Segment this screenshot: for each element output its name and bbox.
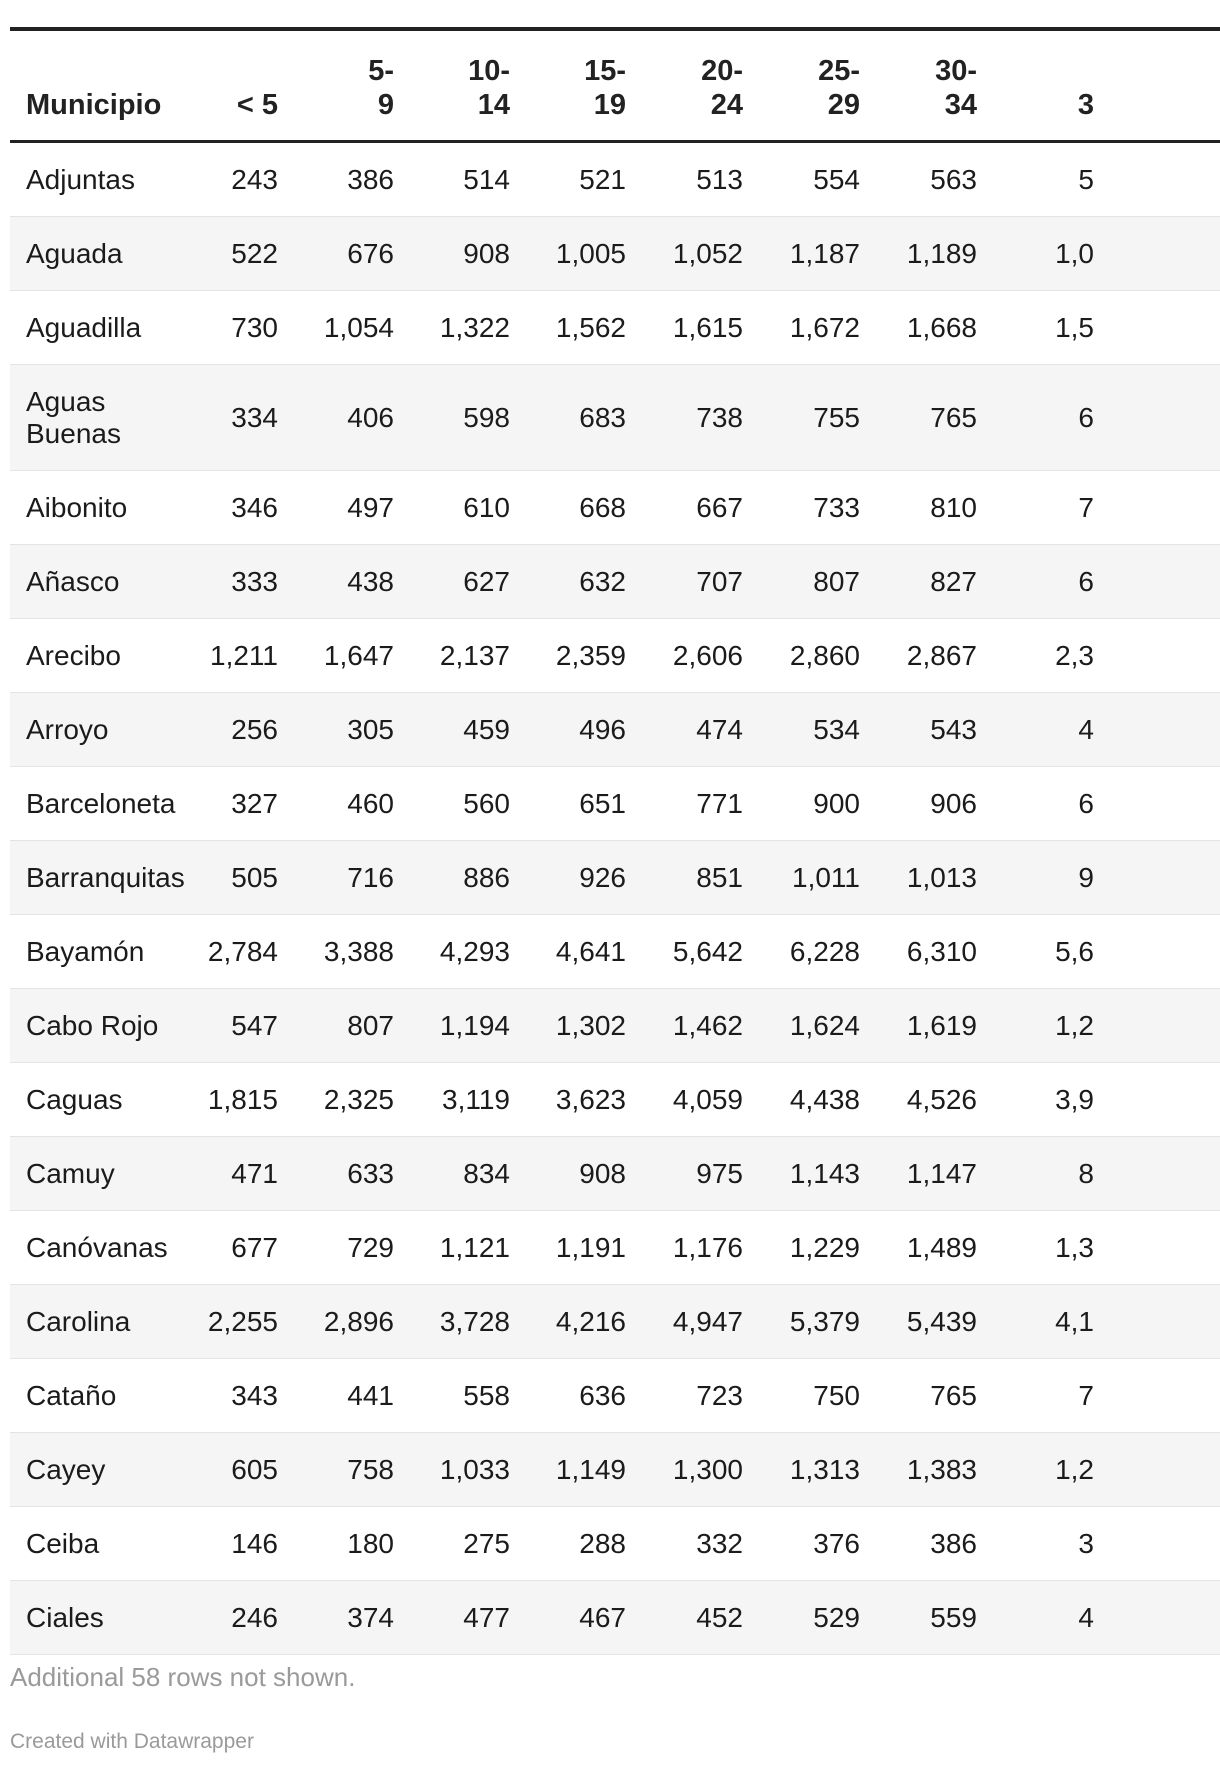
row-value-cell: 677 — [231, 1231, 278, 1263]
table-header-row — [10, 31, 1220, 143]
row-value-cell: 3,119 — [442, 1083, 510, 1115]
row-value-cell: 288 — [579, 1527, 626, 1559]
row-value-cell: 554 — [813, 163, 860, 195]
row-value-cell: 1,121 — [439, 1231, 510, 1263]
row-value-cell: 5,6 — [1055, 935, 1094, 967]
row-value-cell: 2,867 — [906, 639, 977, 671]
row-value-cell: 438 — [347, 565, 394, 597]
table-row — [10, 365, 1220, 471]
row-value-cell: 707 — [696, 565, 743, 597]
column-header-3[interactable]: 10- 14 — [468, 55, 510, 121]
row-value-cell: 1,033 — [439, 1453, 510, 1485]
table-row — [10, 1285, 1220, 1359]
column-header-6[interactable]: 25- 29 — [818, 55, 860, 121]
row-value-cell: 547 — [231, 1009, 278, 1041]
row-value-cell: 1,672 — [789, 311, 860, 343]
row-value-cell: 2,896 — [323, 1305, 394, 1337]
row-value-cell: 4,059 — [672, 1083, 743, 1115]
row-value-cell: 851 — [696, 861, 743, 893]
row-value-cell: 1,462 — [672, 1009, 743, 1041]
row-value-cell: 1,624 — [789, 1009, 860, 1041]
row-value-cell: 3,388 — [323, 935, 394, 967]
row-value-cell: 7 — [1078, 1379, 1094, 1411]
row-value-cell: 460 — [347, 787, 394, 819]
table-row — [10, 1581, 1220, 1655]
row-municipio-cell: Cayey — [26, 1453, 106, 1485]
row-value-cell: 9 — [1078, 861, 1094, 893]
row-municipio-cell: Caguas — [26, 1083, 123, 1115]
row-value-cell: 180 — [347, 1527, 394, 1559]
row-value-cell: 807 — [347, 1009, 394, 1041]
row-value-cell: 376 — [813, 1527, 860, 1559]
row-municipio-cell: Cabo Rojo — [26, 1009, 159, 1041]
column-header-0[interactable]: Municipio — [26, 89, 162, 121]
row-value-cell: 716 — [347, 861, 394, 893]
table-row — [10, 1211, 1220, 1285]
row-value-cell: 1,052 — [672, 237, 743, 269]
row-value-cell: 334 — [231, 401, 278, 433]
row-value-cell: 146 — [231, 1527, 278, 1559]
row-value-cell: 900 — [813, 787, 860, 819]
table-row — [10, 841, 1220, 915]
row-municipio-cell: Carolina — [26, 1305, 131, 1337]
table-row — [10, 217, 1220, 291]
row-value-cell: 332 — [696, 1527, 743, 1559]
table-row — [10, 915, 1220, 989]
row-value-cell: 327 — [231, 787, 278, 819]
table-row — [10, 693, 1220, 767]
row-value-cell: 676 — [347, 237, 394, 269]
row-value-cell: 730 — [231, 311, 278, 343]
row-municipio-cell: Canóvanas — [26, 1231, 168, 1263]
row-value-cell: 256 — [231, 713, 278, 745]
row-value-cell: 1,383 — [906, 1453, 977, 1485]
row-value-cell: 275 — [463, 1527, 510, 1559]
row-municipio-cell: Bayamón — [26, 935, 145, 967]
row-value-cell: 771 — [696, 787, 743, 819]
table-row — [10, 143, 1220, 217]
column-header-7[interactable]: 30- 34 — [935, 55, 977, 121]
row-value-cell: 605 — [231, 1453, 278, 1485]
row-value-cell: 559 — [930, 1601, 977, 1633]
row-value-cell: 7 — [1078, 491, 1094, 523]
row-value-cell: 827 — [930, 565, 977, 597]
row-value-cell: 610 — [463, 491, 510, 523]
row-municipio-cell: Aguada — [26, 237, 123, 269]
row-value-cell: 1,647 — [323, 639, 394, 671]
row-municipio-cell: Ceiba — [26, 1527, 100, 1559]
row-value-cell: 765 — [930, 1379, 977, 1411]
row-value-cell: 1,054 — [323, 311, 394, 343]
row-value-cell: 1,149 — [555, 1453, 626, 1485]
row-value-cell: 651 — [579, 787, 626, 819]
row-value-cell: 1,013 — [906, 861, 977, 893]
row-value-cell: 3 — [1078, 1527, 1094, 1559]
row-value-cell: 4,1 — [1055, 1305, 1094, 1337]
row-value-cell: 2,784 — [207, 935, 278, 967]
row-value-cell: 4 — [1078, 713, 1094, 745]
row-value-cell: 497 — [347, 491, 394, 523]
table-row — [10, 291, 1220, 365]
row-value-cell: 886 — [463, 861, 510, 893]
row-value-cell: 1,191 — [555, 1231, 626, 1263]
row-value-cell: 558 — [463, 1379, 510, 1411]
row-value-cell: 474 — [696, 713, 743, 745]
datawrapper-credit[interactable]: Created with Datawrapper — [10, 1730, 254, 1753]
row-value-cell: 534 — [813, 713, 860, 745]
row-value-cell: 1,187 — [789, 237, 860, 269]
row-value-cell: 632 — [579, 565, 626, 597]
row-value-cell: 246 — [231, 1601, 278, 1633]
row-value-cell: 758 — [347, 1453, 394, 1485]
row-value-cell: 3,9 — [1055, 1083, 1094, 1115]
row-value-cell: 1,489 — [906, 1231, 977, 1263]
table-row — [10, 1433, 1220, 1507]
row-value-cell: 2,255 — [207, 1305, 278, 1337]
row-value-cell: 4,293 — [439, 935, 510, 967]
column-header-4[interactable]: 15- 19 — [584, 55, 626, 121]
row-value-cell: 926 — [579, 861, 626, 893]
row-municipio-cell: Adjuntas — [26, 163, 135, 195]
table-row — [10, 1137, 1220, 1211]
column-header-5[interactable]: 20- 24 — [701, 55, 743, 121]
row-value-cell: 1,211 — [210, 639, 278, 671]
row-value-cell: 514 — [463, 163, 510, 195]
row-value-cell: 636 — [579, 1379, 626, 1411]
row-value-cell: 750 — [813, 1379, 860, 1411]
row-value-cell: 513 — [696, 163, 743, 195]
row-value-cell: 1,302 — [555, 1009, 626, 1041]
table-body — [10, 143, 1220, 1655]
row-value-cell: 598 — [463, 401, 510, 433]
row-value-cell: 1,5 — [1055, 311, 1094, 343]
row-value-cell: 374 — [347, 1601, 394, 1633]
row-value-cell: 543 — [930, 713, 977, 745]
row-value-cell: 4,438 — [789, 1083, 860, 1115]
row-value-cell: 755 — [813, 401, 860, 433]
row-value-cell: 1,615 — [672, 311, 743, 343]
row-value-cell: 975 — [696, 1157, 743, 1189]
row-value-cell: 4,641 — [555, 935, 626, 967]
row-value-cell: 6,228 — [789, 935, 860, 967]
row-value-cell: 471 — [231, 1157, 278, 1189]
row-value-cell: 333 — [231, 565, 278, 597]
row-value-cell: 406 — [347, 401, 394, 433]
row-value-cell: 4,216 — [555, 1305, 626, 1337]
row-value-cell: 683 — [579, 401, 626, 433]
table-row — [10, 471, 1220, 545]
column-header-1[interactable]: < 5 — [236, 89, 278, 121]
row-value-cell: 4,947 — [672, 1305, 743, 1337]
row-value-cell: 452 — [696, 1601, 743, 1633]
row-value-cell: 477 — [463, 1601, 510, 1633]
row-value-cell: 729 — [347, 1231, 394, 1263]
row-value-cell: 3,623 — [555, 1083, 626, 1115]
row-value-cell: 505 — [231, 861, 278, 893]
row-value-cell: 1,668 — [906, 311, 977, 343]
row-value-cell: 386 — [347, 163, 394, 195]
row-municipio-cell: Barceloneta — [26, 787, 176, 819]
row-value-cell: 496 — [579, 713, 626, 745]
row-value-cell: 6 — [1078, 787, 1094, 819]
row-value-cell: 3,728 — [439, 1305, 510, 1337]
row-municipio-cell: Barranquitas — [26, 861, 185, 893]
table-row — [10, 1063, 1220, 1137]
row-value-cell: 1,011 — [792, 861, 860, 893]
row-municipio-cell: Arecibo — [26, 639, 121, 671]
row-value-cell: 467 — [579, 1601, 626, 1633]
row-value-cell: 834 — [463, 1157, 510, 1189]
row-value-cell: 1,300 — [672, 1453, 743, 1485]
row-value-cell: 5,379 — [789, 1305, 860, 1337]
row-municipio-cell: Aguas Buenas — [26, 385, 121, 449]
row-value-cell: 1,176 — [672, 1231, 743, 1263]
row-value-cell: 1,147 — [906, 1157, 977, 1189]
row-value-cell: 441 — [347, 1379, 394, 1411]
row-value-cell: 1,194 — [439, 1009, 510, 1041]
row-municipio-cell: Arroyo — [26, 713, 109, 745]
row-value-cell: 305 — [347, 713, 394, 745]
row-value-cell: 807 — [813, 565, 860, 597]
row-value-cell: 2,137 — [439, 639, 510, 671]
row-value-cell: 627 — [463, 565, 510, 597]
row-municipio-cell: Aibonito — [26, 491, 128, 523]
row-value-cell: 1,3 — [1055, 1231, 1094, 1263]
row-value-cell: 8 — [1078, 1157, 1094, 1189]
row-municipio-cell: Ciales — [26, 1601, 104, 1633]
row-value-cell: 2,860 — [789, 639, 860, 671]
row-value-cell: 6 — [1078, 565, 1094, 597]
row-value-cell: 459 — [463, 713, 510, 745]
row-value-cell: 633 — [347, 1157, 394, 1189]
table-row — [10, 545, 1220, 619]
row-value-cell: 2,606 — [672, 639, 743, 671]
row-value-cell: 563 — [930, 163, 977, 195]
row-value-cell: 1,229 — [789, 1231, 860, 1263]
row-value-cell: 529 — [813, 1601, 860, 1633]
row-value-cell: 908 — [579, 1157, 626, 1189]
row-value-cell: 6,310 — [906, 935, 977, 967]
row-value-cell: 733 — [813, 491, 860, 523]
data-table — [10, 27, 1220, 1655]
row-value-cell: 810 — [930, 491, 977, 523]
row-value-cell: 906 — [930, 787, 977, 819]
row-value-cell: 6 — [1078, 401, 1094, 433]
row-value-cell: 1,2 — [1055, 1009, 1094, 1041]
row-value-cell: 1,815 — [207, 1083, 278, 1115]
row-value-cell: 560 — [463, 787, 510, 819]
row-value-cell: 1,143 — [789, 1157, 860, 1189]
table-row — [10, 989, 1220, 1063]
row-value-cell: 1,189 — [906, 237, 977, 269]
table-notes: Additional 58 rows not shown. — [10, 1662, 356, 1692]
table-row — [10, 767, 1220, 841]
row-municipio-cell: Añasco — [26, 565, 120, 597]
table-row — [10, 1359, 1220, 1433]
row-value-cell: 346 — [231, 491, 278, 523]
row-value-cell: 1,2 — [1055, 1453, 1094, 1485]
row-value-cell: 4,526 — [906, 1083, 977, 1115]
row-value-cell: 5,439 — [906, 1305, 977, 1337]
row-value-cell: 1,0 — [1055, 237, 1094, 269]
row-value-cell: 2,3 — [1055, 639, 1094, 671]
table-row — [10, 1507, 1220, 1581]
row-value-cell: 1,313 — [789, 1453, 860, 1485]
row-value-cell: 521 — [579, 163, 626, 195]
row-municipio-cell: Cataño — [26, 1379, 117, 1411]
row-value-cell: 723 — [696, 1379, 743, 1411]
row-municipio-cell: Camuy — [26, 1157, 115, 1189]
row-value-cell: 2,325 — [323, 1083, 394, 1115]
column-header-8[interactable]: 3 — [1077, 89, 1094, 121]
row-value-cell: 1,005 — [555, 237, 626, 269]
row-value-cell: 668 — [579, 491, 626, 523]
row-value-cell: 2,359 — [555, 639, 626, 671]
row-value-cell: 667 — [696, 491, 743, 523]
row-value-cell: 343 — [231, 1379, 278, 1411]
row-value-cell: 5 — [1078, 163, 1094, 195]
row-value-cell: 1,322 — [439, 311, 510, 343]
row-value-cell: 386 — [930, 1527, 977, 1559]
row-value-cell: 4 — [1078, 1601, 1094, 1633]
row-value-cell: 243 — [231, 163, 278, 195]
row-value-cell: 1,562 — [555, 311, 626, 343]
row-value-cell: 522 — [231, 237, 278, 269]
row-value-cell: 738 — [696, 401, 743, 433]
row-value-cell: 765 — [930, 401, 977, 433]
row-value-cell: 1,619 — [906, 1009, 977, 1041]
table-viewport — [10, 27, 1220, 1657]
row-value-cell: 908 — [463, 237, 510, 269]
column-header-2[interactable]: 5- 9 — [368, 55, 394, 121]
row-municipio-cell: Aguadilla — [26, 311, 142, 343]
row-value-cell: 5,642 — [672, 935, 743, 967]
table-row — [10, 619, 1220, 693]
